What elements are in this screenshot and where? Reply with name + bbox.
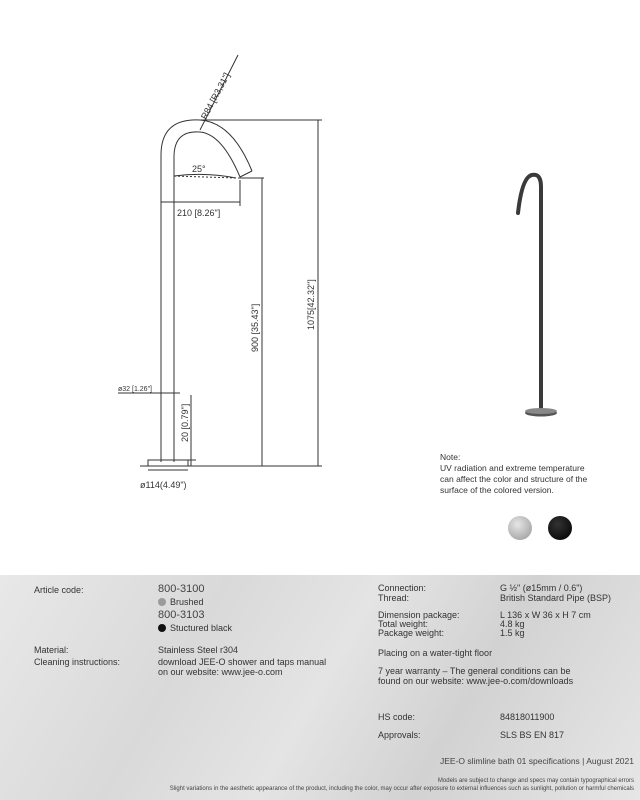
base-plate [148,460,188,466]
black-dot-icon [158,624,166,632]
warranty-line-2: found on our website: www.jee-o.com/downloads [378,676,574,686]
cleaning-value-2: on our website: www.jee-o.com [158,667,283,677]
reach-label: 210 [8.26"] [177,208,221,218]
product-photo [500,165,580,435]
hs-code-value: 84818011900 [500,712,555,722]
note-line: surface of the colored version. [440,485,554,495]
total-weight-value: 4.8 kg [500,619,525,629]
base-height-label: 20 [0.79"] [180,403,190,442]
total-weight-label: Total weight: [378,619,429,629]
brushed-dot-icon [158,598,166,606]
spec-panel [0,575,640,800]
article-code-2: 800-3103 [158,609,205,621]
thread-value: British Standard Pipe (BSP) [500,593,612,603]
note-block [440,452,625,496]
brushed-color-swatch [508,516,532,540]
angle-label: 25° [192,164,206,174]
finish-label: Brushed [170,597,204,607]
height-900-label: 900 [35.43"] [250,303,260,352]
disclaimer-line-2: Slight variations in the aesthetic appearance of the product, including the color, may occur after exposure to external influences such as sunlight, pollution or harmful chemicals [169,786,634,792]
material-label: Material: [34,645,69,655]
article-code-1: 800-3100 [158,583,205,595]
package-weight-value: 1.5 kg [500,628,525,638]
placing-text: Placing on a water-tight floor [378,648,493,658]
approvals-value: SLS BS EN 817 [500,730,565,740]
radius-label: R84 [R3,31"] [198,71,232,121]
material-value: Stainless Steel r304 [158,645,239,655]
pipe-dia-label: ø32 [1.26"] [118,386,153,393]
cleaning-label: Cleaning instructions: [34,657,121,667]
dimension-label: Dimension package: [378,610,460,620]
hs-code-label: HS code: [378,712,416,722]
article-label: Article code: [34,585,84,595]
height-1075-label: 1075[42.32"] [306,279,316,330]
package-weight-label: Package weight: [378,628,445,638]
note-line: UV radiation and extreme temperature [440,463,585,473]
article-finish-1 [158,597,204,607]
thread-label: Thread: [378,593,410,603]
finish-label: Stuctured black [170,623,233,633]
dimension-value: L 136 x W 36 x H 7 cm [500,610,591,620]
connection-value: G ½" (ø15mm / 0.6") [500,583,583,593]
spout-tip [240,171,252,177]
base-dia-label: ø114(4.49") [140,480,187,490]
footer-title: JEE-O slimline bath 01 specifications | August 2021 [439,756,634,766]
approvals-label: Approvals: [378,730,421,740]
connection-label: Connection: [378,583,427,593]
black-color-swatch [548,516,572,540]
warranty-line-1: 7 year warranty – The general conditions can be [378,666,571,676]
pipe-bend-inner [174,132,240,177]
pipe-bend-outer [161,120,252,171]
disclaimer-line-1: Models are subject to change and specs may contain typographical errors [437,778,634,784]
note-line: Note: [440,452,461,462]
cleaning-value-1: download JEE-O shower and taps manual [158,657,327,667]
note-line: can affect the color and structure of the [440,474,588,484]
article-finish-2 [158,623,232,633]
